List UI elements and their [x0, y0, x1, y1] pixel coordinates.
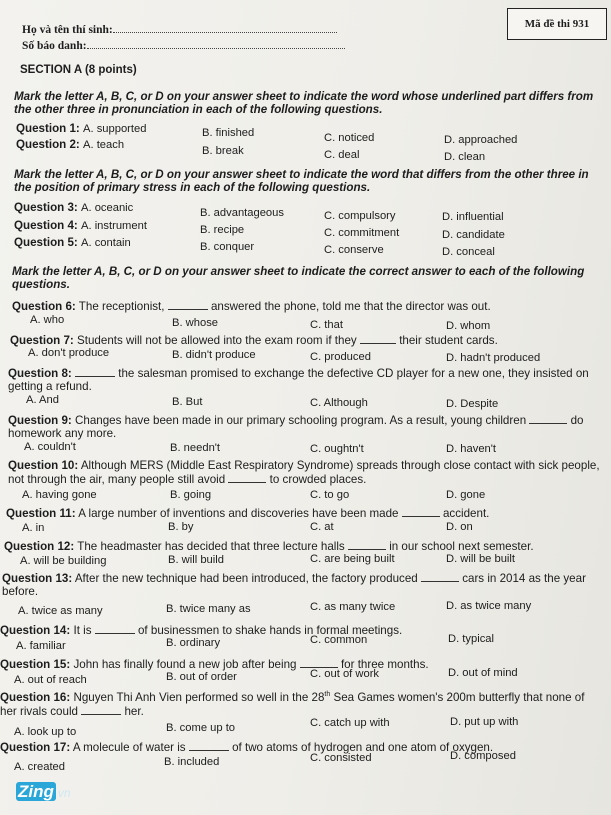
- question-17-option-d: D. composed: [450, 750, 516, 762]
- question-4-option-b: B. recipe: [200, 224, 245, 236]
- question-8-blank: [75, 366, 115, 377]
- question-11-option-a: A. in: [22, 522, 45, 534]
- question-2-option-b: B. break: [202, 145, 244, 157]
- question-15-option-c: C. out of work: [310, 668, 380, 680]
- question-5-label: Question 5:: [14, 236, 78, 249]
- question-14-blank: [95, 623, 135, 634]
- question-11-stem: [6, 506, 489, 520]
- question-9-option-c: C. oughtn't: [310, 443, 364, 455]
- question-16-label: Question 16:: [0, 690, 71, 704]
- question-2: [16, 138, 124, 151]
- exam-code: Mã đề thi 931: [524, 18, 590, 30]
- question-16-option-d: D. put up with: [450, 716, 519, 728]
- question-8-text-1: the salesman promised to exchange the defective CD player for a new one, they insisted on getting a refund.: [8, 367, 589, 393]
- question-10-blank: [228, 472, 266, 483]
- instruction-stress: Mark the letter A, B, C, or D on your answer sheet to indicate the word that differs from the other three in the position of primary stress in each of the following questions.: [14, 168, 589, 194]
- question-10-option-c: C. to go: [310, 489, 350, 501]
- question-17-option-b: B. included: [164, 756, 220, 768]
- question-6-option-d: D. whom: [446, 320, 491, 332]
- question-17-stem: [0, 740, 493, 754]
- question-1-option-d: D. approached: [444, 134, 518, 146]
- question-1-option-a: A. supported: [83, 123, 147, 135]
- question-5-option-b: B. conquer: [200, 241, 255, 253]
- question-9-option-d: D. haven't: [446, 443, 497, 455]
- question-9-option-a: A. couldn't: [24, 441, 76, 453]
- question-15-option-d: D. out of mind: [448, 667, 518, 679]
- question-13-label: Question 13:: [2, 572, 73, 585]
- candidate-number-row: [22, 39, 345, 52]
- question-10-option-b: B. going: [170, 489, 212, 501]
- question-4-label: Question 4:: [14, 219, 78, 232]
- question-10-label: Question 10:: [8, 459, 79, 472]
- question-5: [14, 236, 131, 249]
- candidate-name-dotted-line: [113, 23, 337, 33]
- question-8-option-a: A. And: [26, 394, 59, 406]
- question-15-blank: [300, 657, 338, 668]
- question-9-label: Question 9:: [8, 414, 72, 427]
- question-8-label: Question 8:: [8, 367, 72, 380]
- question-13-text-1: After the new technique had been introduced, the factory produced: [74, 572, 418, 585]
- question-11-option-c: C. at: [310, 521, 334, 533]
- question-12-option-d: D. will be built: [446, 553, 516, 565]
- question-12-text-1: The headmaster has decided that three lecture halls: [77, 540, 345, 553]
- question-17-blank: [189, 740, 229, 751]
- question-3-option-d: D. influential: [442, 211, 504, 223]
- zing-logo: [16, 782, 71, 802]
- candidate-number-label: Số báo danh:: [22, 40, 87, 52]
- question-14-text-2: of businessmen to shake hands in formal meetings.: [137, 624, 403, 637]
- question-10-text-2: to crowded places.: [269, 473, 367, 486]
- question-17-text-1: A molecule of water is: [72, 741, 186, 754]
- question-15-text-2: for three months.: [340, 658, 429, 671]
- instruction-correct-answer: Mark the letter A, B, C, or D on your answer sheet to indicate the correct answer to each of the following questions.: [12, 265, 585, 291]
- question-7-text-2: their student cards.: [399, 334, 498, 347]
- question-13-blank: [421, 571, 459, 582]
- question-1: [16, 122, 146, 135]
- question-9-blank: [529, 413, 567, 424]
- question-10-stem: [8, 459, 604, 486]
- question-7-option-b: B. didn't produce: [172, 349, 256, 361]
- question-16-option-b: B. come up to: [166, 722, 236, 734]
- question-17-option-a: A. created: [14, 761, 65, 773]
- question-6-option-c: C. that: [310, 319, 343, 331]
- question-1-option-c: C. noticed: [324, 132, 375, 144]
- question-13-text-2: cars in 2014 as the year before.: [2, 572, 586, 598]
- question-11-option-d: D. on: [446, 521, 473, 533]
- question-12-option-a: A. will be building: [20, 555, 107, 567]
- question-16-text-2: Sea Games women's 200m butterfly that none of her rivals could: [0, 690, 585, 718]
- question-16-option-a: A. look up to: [14, 726, 77, 738]
- question-8-option-d: D. Despite: [446, 398, 499, 410]
- question-2-option-d: D. clean: [444, 151, 486, 163]
- question-12-label: Question 12:: [4, 540, 75, 553]
- question-2-label: Question 2:: [16, 138, 80, 151]
- question-8-option-b: B. But: [172, 396, 203, 408]
- question-7-blank: [360, 333, 396, 344]
- question-1-option-b: B. finished: [202, 127, 255, 139]
- question-5-option-a: A. contain: [81, 237, 131, 249]
- question-16-blank: [81, 704, 121, 715]
- candidate-name-row: [22, 23, 337, 36]
- question-3: [14, 201, 133, 214]
- question-2-option-c: C. deal: [324, 149, 360, 161]
- question-13-option-d: D. as twice many: [446, 600, 532, 612]
- instruction-pronunciation: Mark the letter A, B, C, or D on your answer sheet to indicate the word whose underlined part differs from the other three in pronunciation in each of the following questions.: [14, 90, 594, 116]
- question-14-text-1: It is: [73, 624, 92, 637]
- question-7-option-d: D. hadn't produced: [446, 352, 541, 364]
- zing-logo-suffix: vn: [57, 786, 71, 800]
- question-14-option-b: B. ordinary: [166, 637, 221, 649]
- question-14-label: Question 14:: [0, 624, 71, 637]
- question-7-stem: [10, 333, 498, 347]
- question-13-option-c: C. as many twice: [310, 601, 396, 613]
- exam-code-box: [507, 8, 607, 40]
- question-7-label: Question 7:: [10, 334, 74, 347]
- question-11-option-b: B. by: [168, 521, 194, 533]
- question-10-text-1: Although MERS (Middle East Respiratory Syndrome) spreads through close contact with sick people, not through the air, many people still avoid: [8, 459, 600, 486]
- question-6-text-2: answered the phone, told me that the director was out.: [210, 300, 491, 313]
- question-16-stem: [0, 688, 604, 718]
- question-13-option-b: B. twice many as: [166, 603, 251, 615]
- question-17-label: Question 17:: [0, 741, 71, 754]
- zing-logo-brand: Zing: [18, 782, 54, 801]
- question-3-option-c: C. compulsory: [324, 210, 396, 222]
- question-12-option-b: B. will build: [168, 554, 224, 566]
- question-4-option-a: A. instrument: [81, 220, 147, 232]
- question-7-option-c: C. produced: [310, 351, 371, 363]
- question-4-option-c: C. commitment: [324, 227, 400, 239]
- question-16-superscript: th: [324, 691, 331, 698]
- question-12-text-2: in our school next semester.: [389, 540, 534, 553]
- question-9-text-2: do homework any more.: [8, 414, 584, 440]
- question-2-option-a: A. teach: [83, 139, 125, 151]
- question-9-stem: [8, 413, 604, 440]
- question-6-stem: [12, 299, 491, 313]
- question-7-text-1: Students will not be allowed into the exam room if they: [77, 334, 357, 347]
- question-9-option-b: B. needn't: [170, 442, 221, 454]
- question-3-label: Question 3:: [14, 201, 78, 214]
- question-11-blank: [402, 506, 440, 517]
- question-17-text-2: of two atoms of hydrogen and one atom of oxygen.: [232, 741, 494, 754]
- section-title: SECTION A (8 points): [20, 64, 137, 76]
- question-14-option-d: D. typical: [448, 633, 495, 645]
- question-6-text-1: The receptionist,: [78, 300, 165, 313]
- question-11-label: Question 11:: [6, 507, 76, 520]
- question-12-stem: [4, 539, 534, 553]
- question-15-text-1: John has finally found a new job after being: [73, 658, 297, 671]
- question-9-text-1: Changes have been made in our primary schooling program. As a result, young children: [75, 414, 527, 427]
- question-13-stem: [2, 571, 598, 598]
- question-10-option-a: A. having gone: [22, 489, 97, 501]
- question-4: [14, 219, 147, 232]
- question-15-option-b: B. out of order: [166, 671, 237, 683]
- candidate-name-label: Họ và tên thí sinh:: [22, 24, 113, 36]
- question-11-text-2: accident.: [442, 507, 490, 520]
- question-16-text-3: her.: [124, 704, 144, 718]
- question-12-blank: [348, 539, 386, 550]
- question-7-option-a: A. don't produce: [28, 347, 110, 359]
- question-5-option-d: D. conceal: [442, 246, 495, 258]
- question-13-option-a: A. twice as many: [18, 605, 103, 617]
- question-14-option-a: A. familiar: [16, 640, 66, 652]
- question-8-option-c: C. Although: [310, 397, 368, 409]
- question-17-option-c: C. consisted: [310, 752, 372, 764]
- question-5-option-c: C. conserve: [324, 244, 384, 256]
- question-1-label: Question 1:: [16, 122, 80, 135]
- question-6-label: Question 6:: [12, 300, 76, 313]
- question-3-option-a: A. oceanic: [81, 202, 134, 214]
- question-6-option-a: A. who: [30, 314, 65, 326]
- question-6-blank: [168, 299, 208, 310]
- question-14-option-c: C. common: [310, 634, 368, 646]
- question-16-option-c: C. catch up with: [310, 717, 390, 729]
- question-12-option-c: C. are being built: [310, 553, 395, 565]
- question-8-stem: [8, 366, 604, 393]
- candidate-number-dotted-line: [87, 39, 345, 49]
- question-16-text-1: Nguyen Thi Anh Vien performed so well in the 28: [73, 690, 325, 704]
- question-11-text-1: A large number of inventions and discoveries have been made: [78, 507, 399, 520]
- question-15-option-a: A. out of reach: [14, 674, 87, 686]
- question-10-option-d: D. gone: [446, 489, 486, 501]
- question-6-option-b: B. whose: [172, 317, 219, 329]
- question-3-option-b: B. advantageous: [200, 207, 284, 219]
- question-4-option-d: D. candidate: [442, 229, 505, 241]
- question-15-label: Question 15:: [0, 658, 71, 671]
